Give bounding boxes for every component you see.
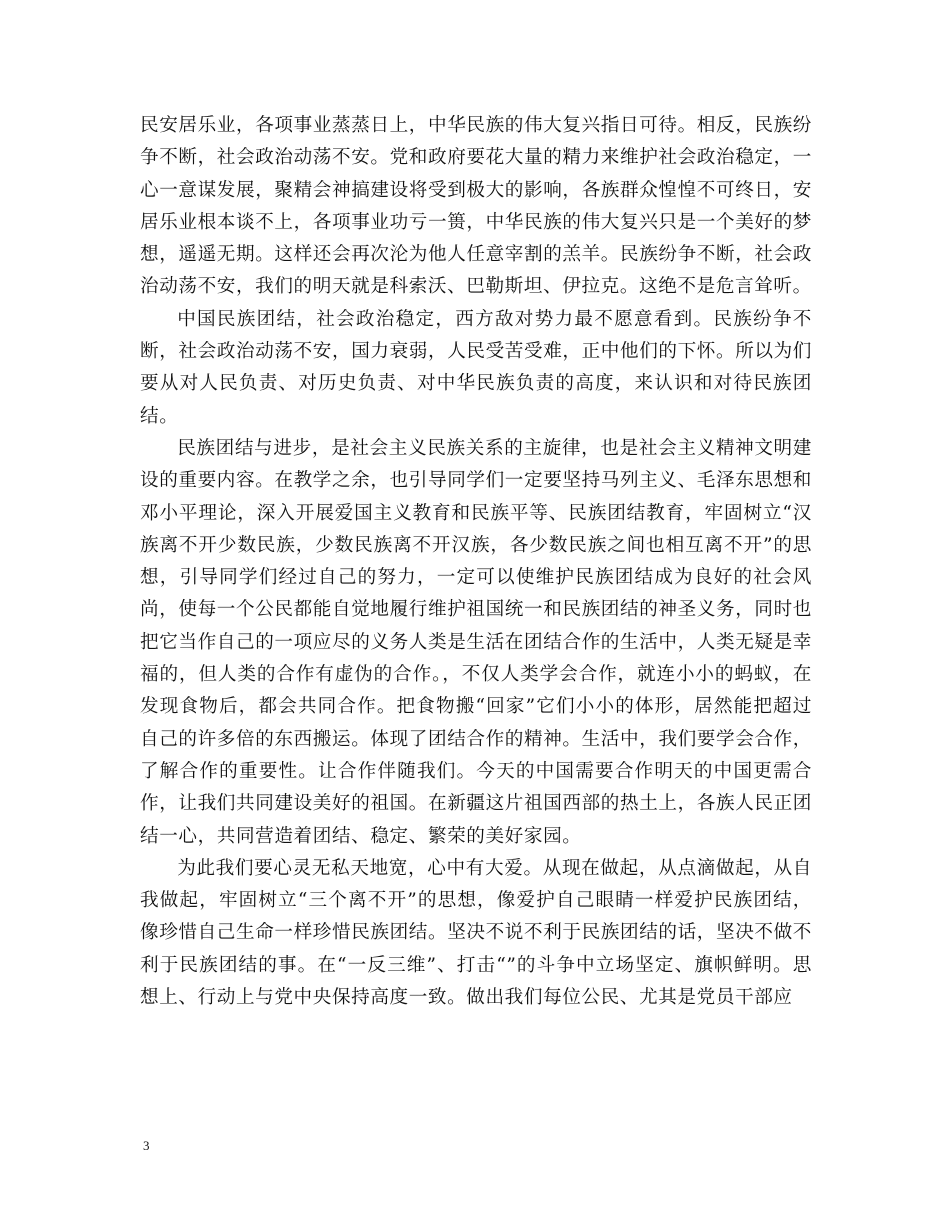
paragraph-call-to-action: 为此我们要心灵无私天地宽，心中有大爱。从现在做起，从点滴做起，从自我做起，牢固树立“三个离不开”的思想，像爱护自己眼睛一样爱护民族团结，像珍惜自己生命一样珍惜民族团结。坚决不说不利于民族团结的话，坚决不做不利于民族团结的事。在“一反三维”、打击“”的斗争中立场坚定、旗帜鲜明。思想上、行动上与党中央保持高度一致。做出我们每位公民、尤其是党员干部应 [140,857,812,1009]
body-text [140,110,812,1014]
paragraph-national-unity-stability: 中国民族团结，社会政治稳定，西方敌对势力最不愿意看到。民族纷争不断，社会政治动荡不安，国力衰弱，人民受苦受难，正中他们的下怀。所以为们要从对人民负责、对历史负责、对中华民族负责的高度，来认识和对待民族团结。 [140,308,812,427]
page-number: 3 [143,1138,150,1153]
paragraph-continuation: 民安居乐业，各项事业蒸蒸日上，中华民族的伟大复兴指日可待。相反，民族纷争不断，社会政治动荡不安。党和政府要花大量的精力来维护社会政治稳定，一心一意谋发展，聚精会神搞建设将受到极大的影响，各族群众惶惶不可终日，安居乐业根本谈不上，各项事业功亏一篑，中华民族的伟大复兴只是一个美好的梦想，遥遥无期。这样还会再次沦为他人任意宰割的羔羊。民族纷争不断，社会政治动荡不安，我们的明天就是科索沃、巴勒斯坦、伊拉克。这绝不是危言耸听。 [140,115,812,298]
paragraph-unity-progress: 民族团结与进步，是社会主义民族关系的主旋律，也是社会主义精神文明建设的重要内容。在教学之余，也引导同学们一定要坚持马列主义、毛泽东思想和邓小平理论，深入开展爱国主义教育和民族平等、民族团结教育，牢固树立“汉族离不开少数民族，少数民族离不开汉族，各少数民族之间也相互离不开”的思想，引导同学们经过自己的努力，一定可以使维护民族团结成为良好的社会风尚，使每一个公民都能自觉地履行维护祖国统一和民族团结的神圣义务，同时也把它当作自己的一项应尽的义务人类是生活在团结合作的生活中，人类无疑是幸福的，但人类的合作有虚伪的合作。，不仅人类学会合作，就连小小的蚂蚁，在发现食物后，都会共同合作。把食物搬“回家”它们小小的体形，居然能把超过自己的许多倍的东西搬运。体现了团结合作的精神。生活中，我们要学会合作，了解合作的重要性。让合作伴随我们。今天的中国需要合作明天的中国更需合作，让我们共同建设美好的祖国。在新疆这片祖国西部的热土上，各族人民正团结一心，共同营造着团结、稳定、繁荣的美好家园。 [140,437,812,847]
